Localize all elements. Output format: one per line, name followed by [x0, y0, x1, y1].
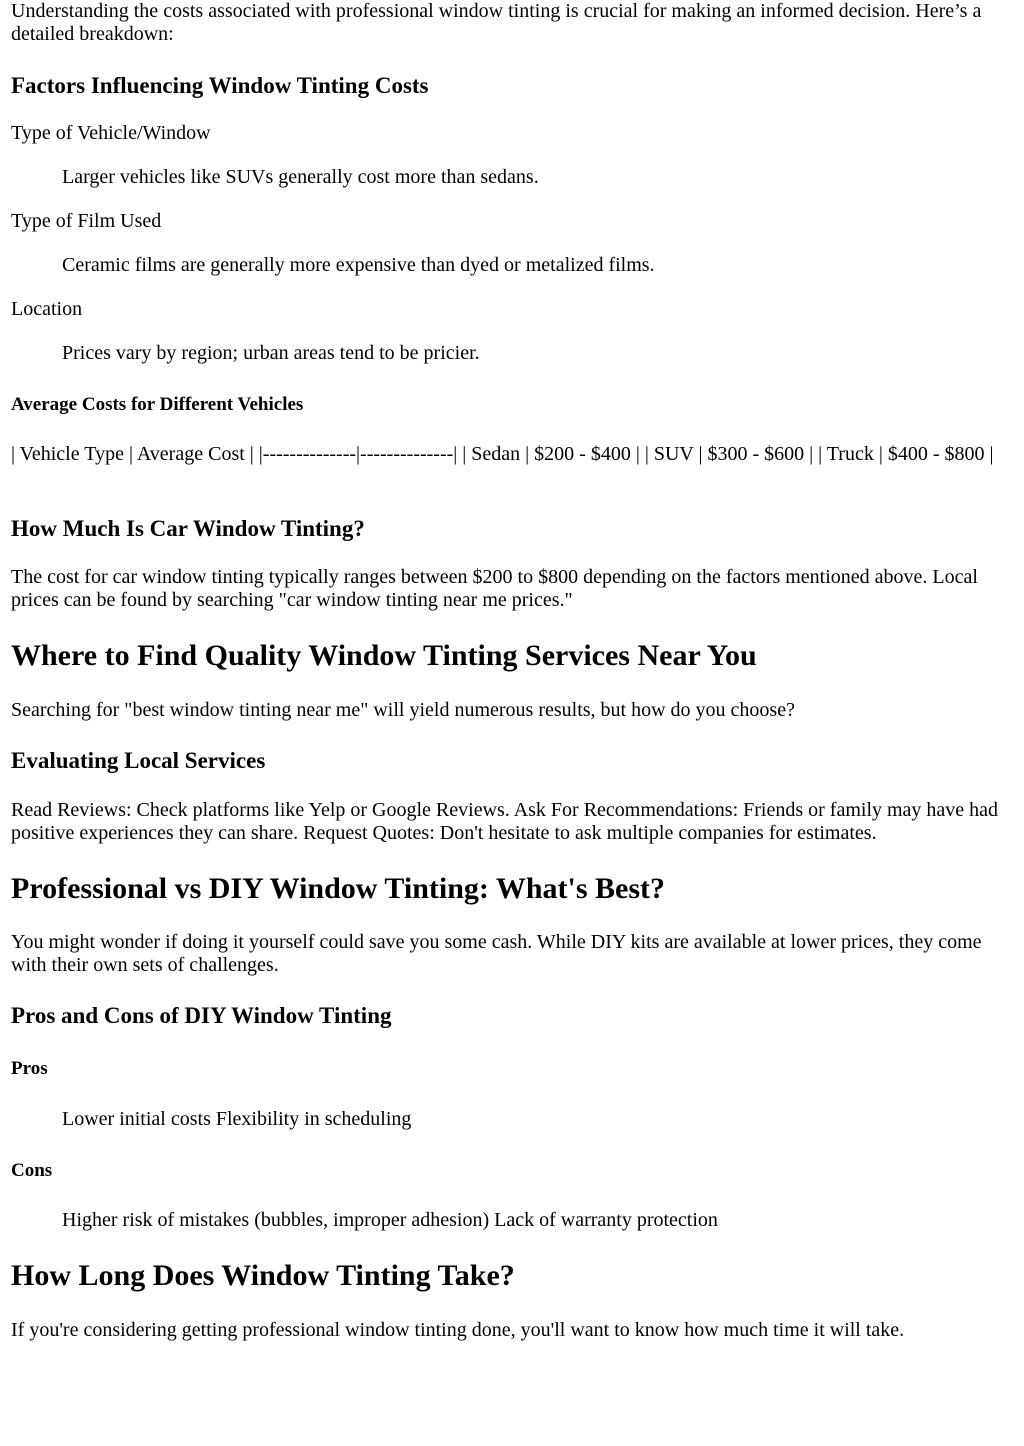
cons-list: Higher risk of mistakes (bubbles, improper adhesion) Lack of warranty protection: [62, 1209, 718, 1231]
factors-heading: Factors Influencing Window Tinting Costs: [11, 73, 429, 98]
factor-term-location: Location: [11, 298, 83, 320]
how-long-paragraph: If you're considering getting professional window tinting done, you'll want to know how much time it will take.: [11, 1319, 905, 1341]
factor-term-vehicle: Type of Vehicle/Window: [11, 122, 211, 144]
intro-paragraph: Understanding the costs associated with professional window tinting is crucial for making an informed decision. Here’s a detailed breakdown:: [11, 0, 982, 45]
factor-term-film: Type of Film Used: [11, 210, 162, 232]
pros-list: Lower initial costs Flexibility in scheduling: [62, 1108, 412, 1130]
where-to-find-paragraph: Searching for "best window tinting near me" will yield numerous results, but how do you choose?: [11, 699, 795, 721]
pro-vs-diy-heading: Professional vs DIY Window Tinting: What's Best?: [11, 872, 666, 905]
cons-label: Cons: [11, 1160, 53, 1181]
evaluating-paragraph: Read Reviews: Check platforms like Yelp or Google Reviews. Ask For Recommendations: Friends or family may have had positive experiences they can share. Request Quotes: Don't hesitate to ask multiple companies for estimates.: [11, 799, 999, 844]
pros-label: Pros: [11, 1058, 48, 1079]
evaluating-heading: Evaluating Local Services: [11, 748, 266, 773]
how-much-paragraph: The cost for car window tinting typically ranges between $200 to $800 depending on the factors mentioned above. Local prices can be found by searching "car window tinting near me prices.": [11, 566, 978, 611]
factor-desc-location: Prices vary by region; urban areas tend to be pricier.: [62, 342, 480, 364]
pro-vs-diy-paragraph: You might wonder if doing it yourself could save you some cash. While DIY kits are available at lower prices, they come with their own sets of challenges.: [11, 931, 982, 976]
factor-desc-vehicle: Larger vehicles like SUVs generally cost more than sedans.: [62, 166, 539, 188]
pros-cons-heading: Pros and Cons of DIY Window Tinting: [11, 1003, 392, 1028]
factor-desc-film: Ceramic films are generally more expensive than dyed or metalized films.: [62, 254, 655, 276]
where-to-find-heading: Where to Find Quality Window Tinting Services Near You: [11, 639, 757, 672]
average-costs-table-text: | Vehicle Type | Average Cost | |--------------|--------------| | Sedan | $200 - $400 | | SUV | $300 - $600 | | Truck | $400 - $800 |: [11, 443, 994, 465]
how-long-heading: How Long Does Window Tinting Take?: [11, 1259, 515, 1292]
how-much-heading: How Much Is Car Window Tinting?: [11, 516, 365, 541]
average-costs-heading: Average Costs for Different Vehicles: [11, 394, 304, 415]
